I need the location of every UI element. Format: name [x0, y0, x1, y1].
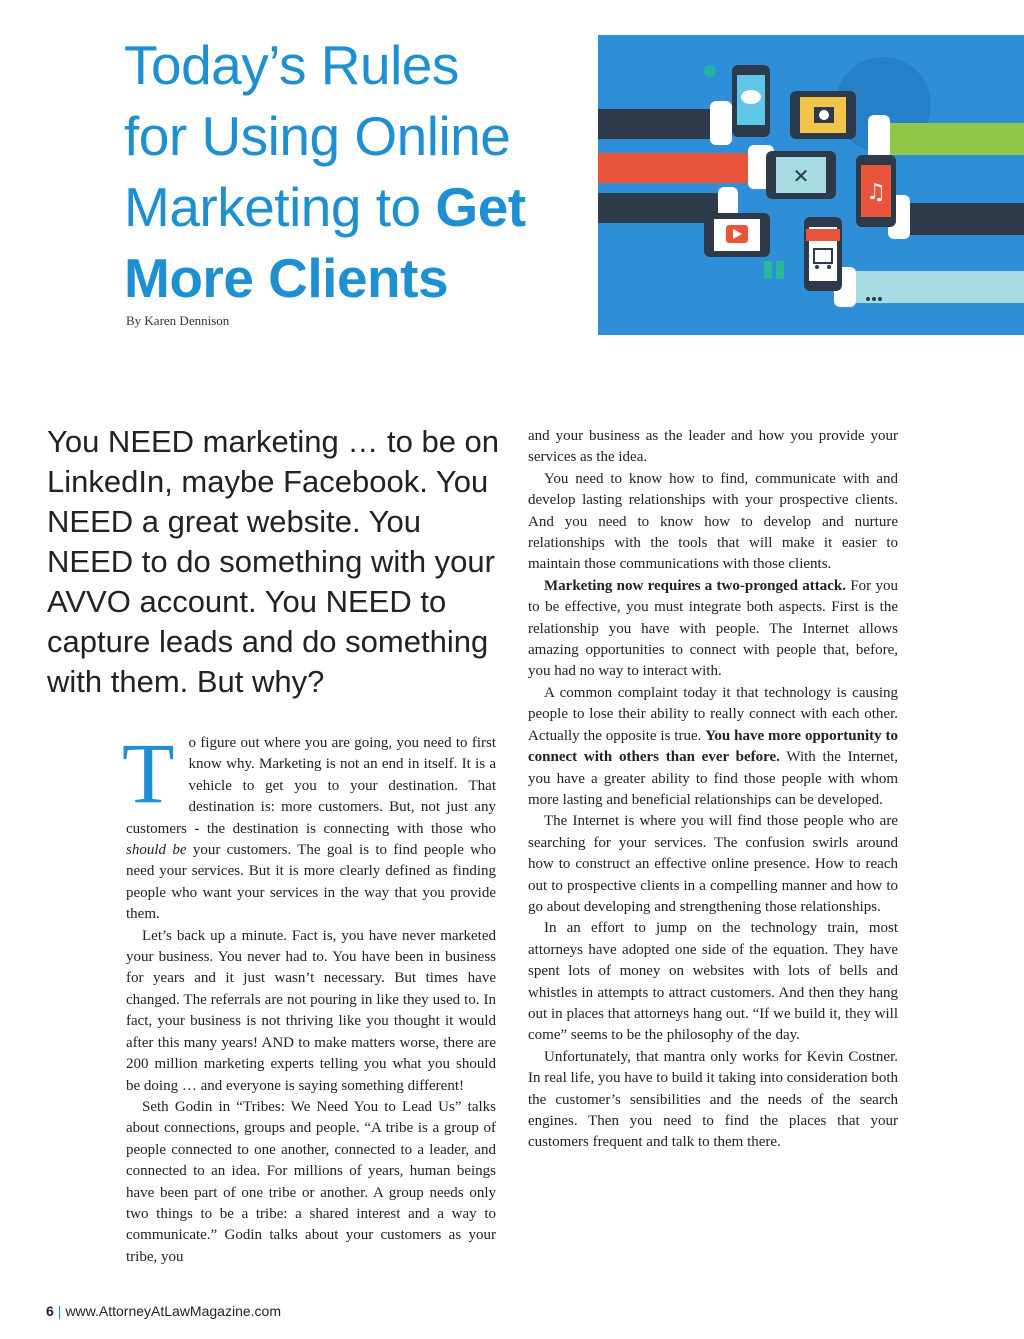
paragraph: Marketing now requires a two-pronged attack. For you to be effective, you must integrate both aspects. First is the relationship you have with people. The Internet allows amazing opportunities to connect with people that, before, you had no way to interact with. — [528, 577, 898, 680]
title-line-3-bold: Get — [435, 176, 526, 238]
paragraph: Seth Godin in “Tribes: We Need You to Lead Us” talks about connections, groups and people. “A tribe is a group of people connected to one another, connected to a leader, and connected to an idea. For millions of years, human beings have been part of one tribe or another. A group needs only two things to be a tribe: a shared interest and a way to communicate.” Godin talks about your customers as your tribe, you — [126, 1098, 496, 1265]
subheading: Marketing now requires a two-pronged attack. — [544, 577, 847, 594]
footer-site-link[interactable]: www.AttorneyAtLawMagazine.com — [65, 1303, 281, 1319]
music-note-icon: ♫ — [866, 180, 886, 205]
page-number: 6 — [46, 1303, 54, 1319]
arm-right-dark — [908, 203, 1024, 235]
bird-icon — [741, 90, 761, 104]
footer-separator: | — [57, 1303, 62, 1319]
paragraph: To figure out where you are going, you need to first know why. Marketing is not an end in itself. It is a vehicle to get you to your destination. That destination is: more customers. But, not just any customers - the destination is connecting with those who should be your customers. The goal is to find people who need your services. But it is more clearly defined as finding people who want your services in the way that you provide them. — [122, 725, 497, 923]
title-line-4: More Clients — [124, 247, 449, 309]
title-line-1: Today’s Rules — [124, 34, 459, 96]
pull-quote: You NEED marketing … to be on LinkedIn, maybe Facebook. You NEED a great website. You NEED to do something with your AVVO account. You NEED to capture leads and do something with them. But why? — [47, 424, 500, 699]
paragraph: A common complaint today it that technology is causing people to lose their ability to really connect with each other. Actually the opposite is true. You have more opportunity to connect with others than ever before. With the Internet, you have a greater ability to find those people with whom more lasting and beneficial relationships can be developed. — [528, 684, 898, 808]
article-title — [124, 30, 584, 314]
title-line-2: for Using Online — [124, 105, 511, 167]
hands-with-phones-illustration — [598, 35, 1024, 335]
arm-mid-left — [598, 193, 718, 223]
hero-illustration — [598, 35, 1024, 335]
phone-music — [856, 155, 896, 227]
person-icon — [704, 65, 716, 77]
drop-cap: T — [122, 725, 175, 821]
paragraph: The Internet is where you will find those people who are searching for your services. The confusion swirls around how to construct an effective online presence. How to reach out to prospective clients in a compelling manner and how to go about developing and strengthening those relationships. — [528, 813, 898, 915]
phone-video — [704, 213, 770, 257]
body-column-right — [528, 426, 898, 1154]
arm-top-left — [598, 109, 710, 139]
body-column-left — [122, 725, 497, 1268]
paragraph: and your business as the leader and how you provide your services as the idea. — [528, 428, 898, 466]
page-footer — [46, 1303, 281, 1319]
phone-camera — [790, 91, 856, 139]
arm-green — [888, 123, 1024, 155]
byline: By Karen Dennison — [126, 313, 230, 328]
paragraph: Unfortunately, that mantra only works for Kevin Costner. In real life, you have to build it taking into consideration both the customer’s sensibilities and the needs of the search engines. Then you need to find the places that your customers frequent and talk to them there. — [528, 1048, 898, 1151]
utensils-icon: ✕ — [792, 164, 810, 188]
paragraph: In an effort to jump on the technology train, most attorneys have adopted one side of the equation. They have spent lots of money on websites with lots of bells and whistles in attempts to attract customers. And then they hang out in places that attorneys hang out. “If we build it, they will come” seems to be the philosophy of the day. — [528, 920, 898, 1044]
title-line-3: Marketing to — [124, 176, 436, 238]
paragraph: Let’s back up a minute. Fact is, you have never marketed your business. You never had to. You have been in business for years and it just wasn’t necessary. But times have changed. The referrals are not pouring in like they used to. In fact, your business is not thriving like you thought it would after this many years! AND to make matters worse, there are 200 million marketing experts telling you what you should be doing … and everyone is saying something different! — [126, 927, 496, 1094]
paragraph: You need to know how to find, communicate with and develop lasting relationships with your prospective clients. And you need to know how to develop and nurture relationships with the tools that will make it easier to maintain those communications with those clients. — [528, 470, 898, 573]
phone-shop — [804, 217, 842, 291]
phone-food — [766, 151, 836, 199]
arm-orange — [598, 153, 748, 183]
phone-twitter — [732, 65, 770, 137]
